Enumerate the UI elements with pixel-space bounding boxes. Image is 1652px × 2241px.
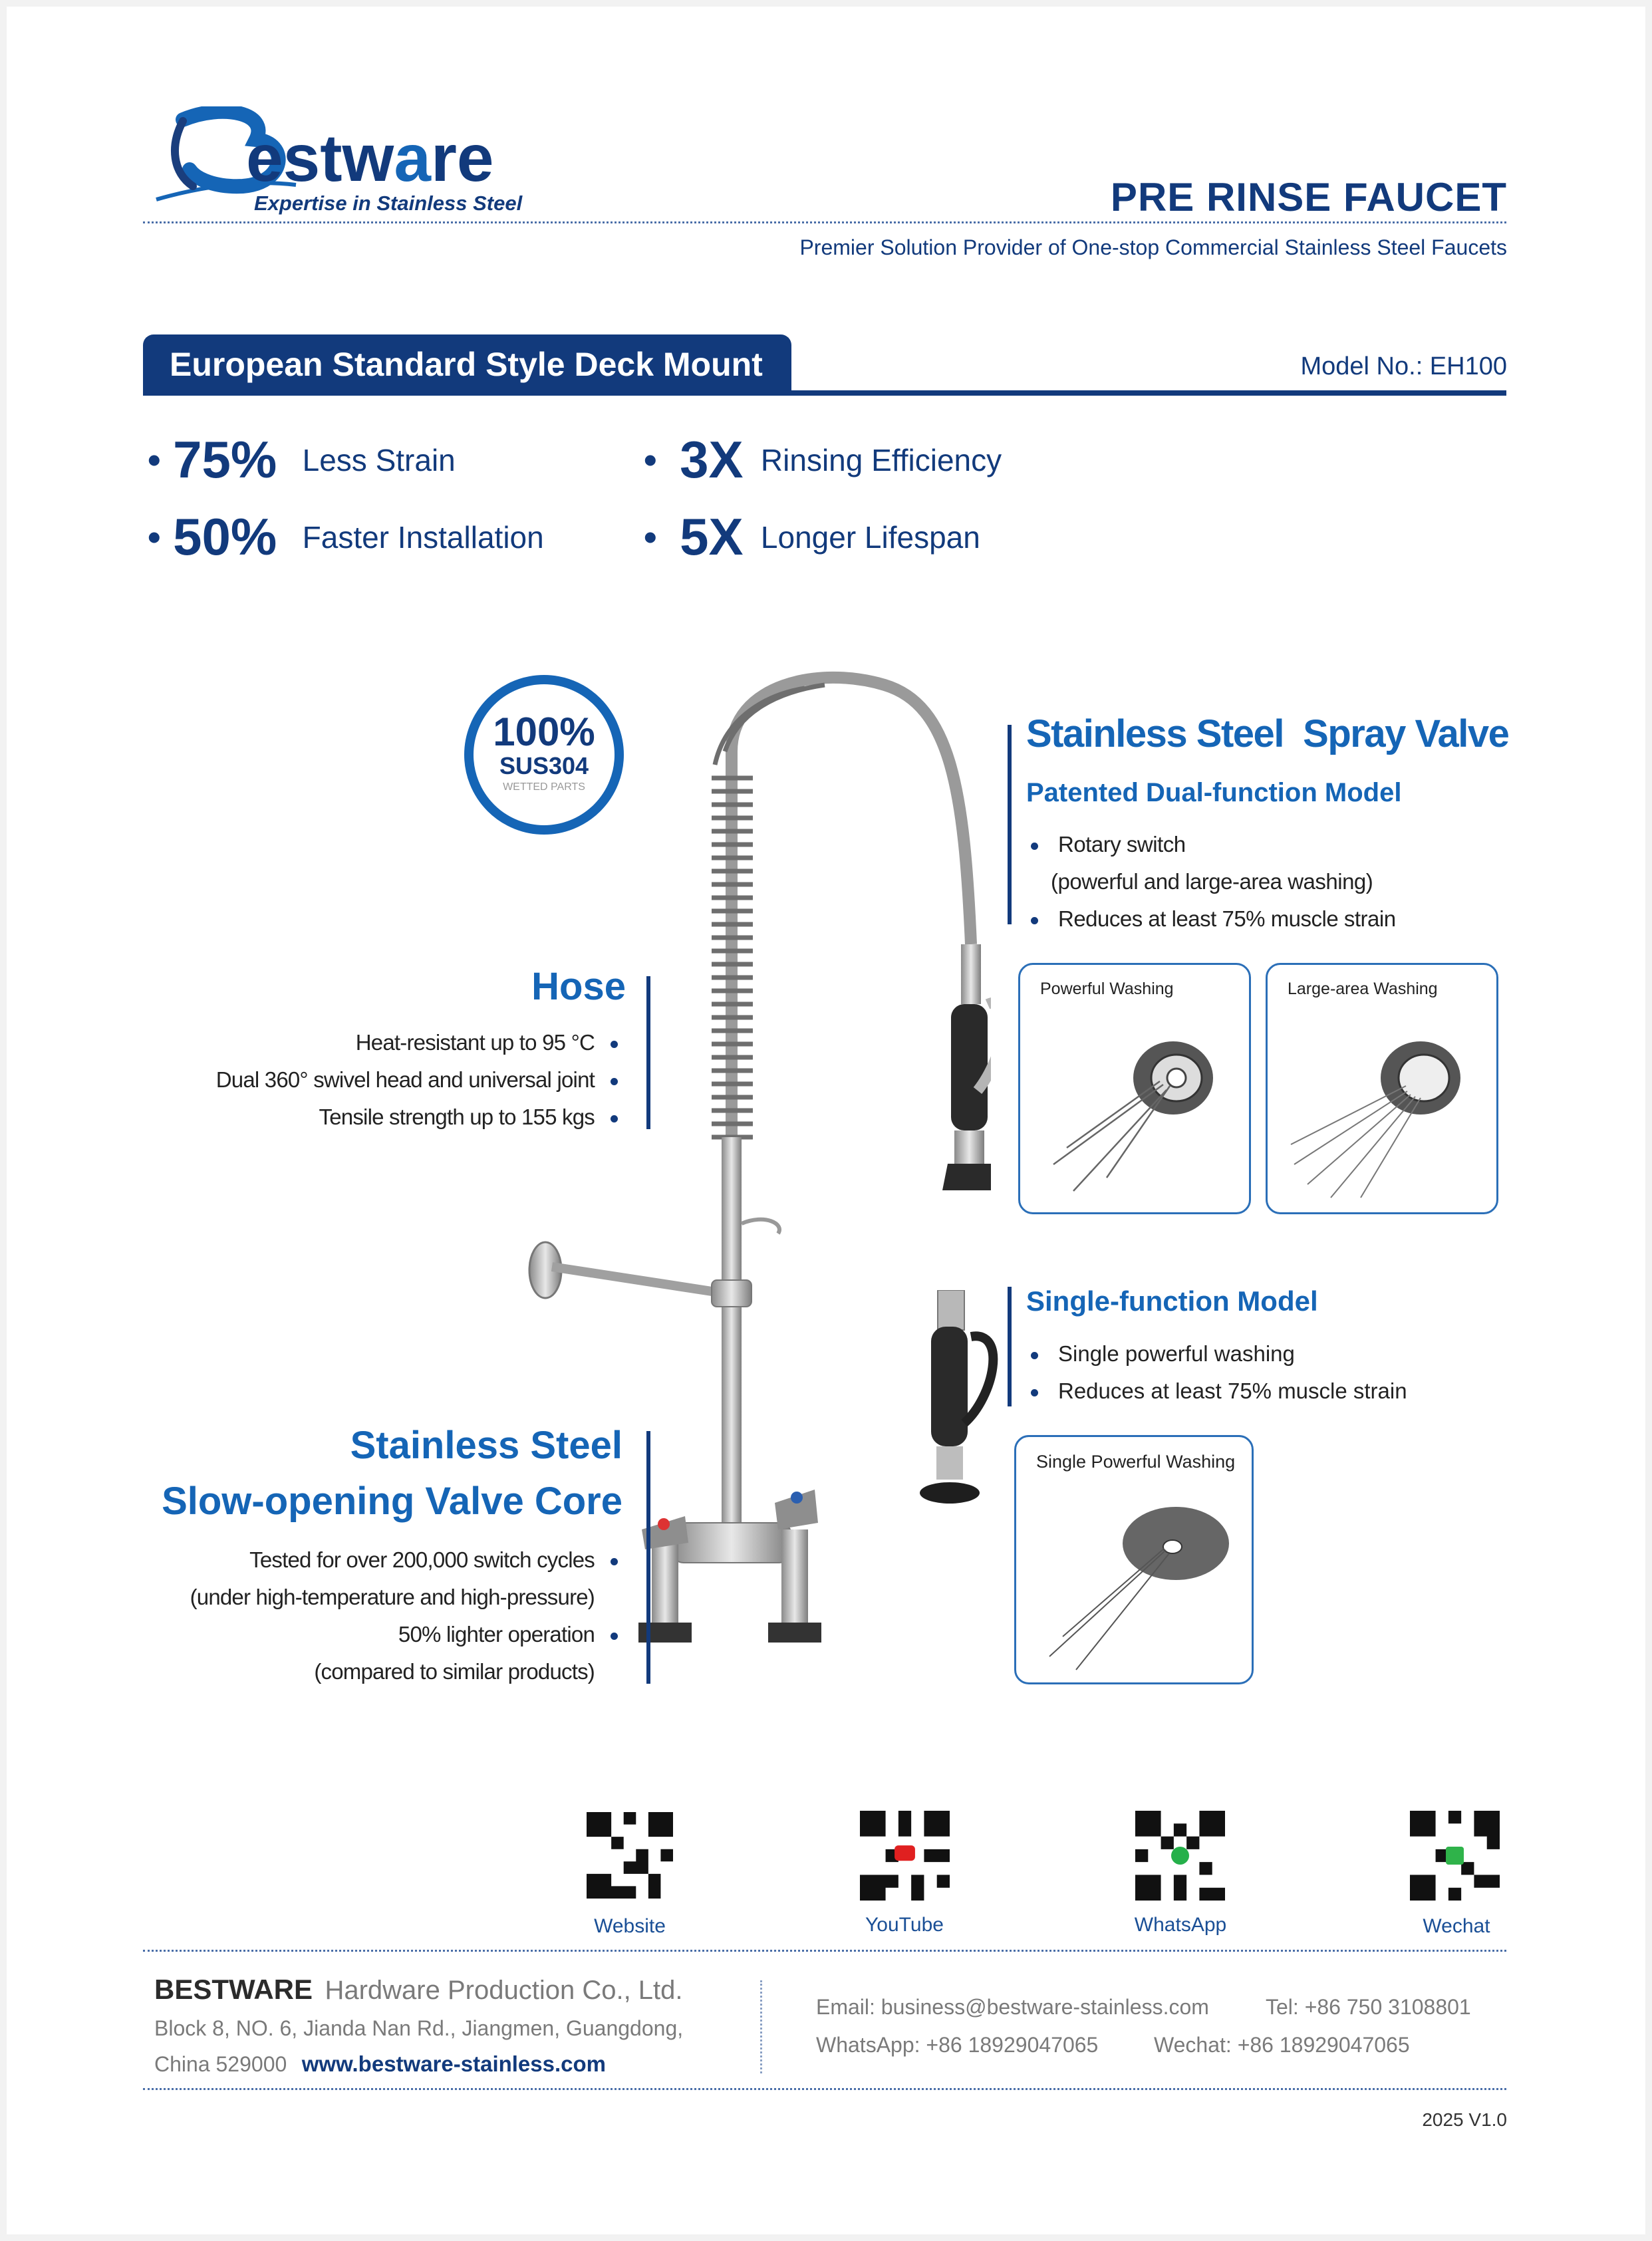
qr-label-wechat: Wechat xyxy=(1423,1915,1490,1937)
footer-whatsapp: WhatsApp: +86 18929047065 xyxy=(816,2033,1099,2057)
address-line-2: China 529000 www.bestware-stainless.com xyxy=(154,2051,607,2076)
stat-label: Less Strain xyxy=(302,442,456,477)
card-label: Single Powerful Washing xyxy=(1036,1452,1236,1472)
list-item: Tensile strength up to 155 kgs xyxy=(216,1099,618,1136)
spray-valve-subtitle: Patented Dual-function Model xyxy=(1026,778,1402,807)
list-item: 50% lighter operation xyxy=(190,1616,618,1653)
stat-label: Rinsing Efficiency xyxy=(760,442,1002,477)
stat-label: Faster Installation xyxy=(302,519,544,555)
header-subtitle: Premier Solution Provider of One-stop Commercial Stainless Steel Faucets xyxy=(799,235,1507,259)
stat-label: Longer Lifespan xyxy=(760,519,980,555)
qr-label-whatsapp: WhatsApp xyxy=(1134,1914,1227,1936)
footer-divider-bottom xyxy=(143,2088,1506,2090)
stat-item: • 50% Faster Installation xyxy=(148,507,544,566)
header-divider xyxy=(143,221,1506,223)
large-area-spray-icon xyxy=(1274,1011,1494,1211)
valve-core-bar xyxy=(646,1431,650,1684)
footer-email[interactable]: Email: business@bestware-stainless.com xyxy=(816,1995,1209,2019)
badge-material: SUS304 xyxy=(499,752,589,779)
card-label: Powerful Washing xyxy=(1040,980,1174,998)
hose-title: Hose xyxy=(531,965,626,1008)
section-title: European Standard Style Deck Mount xyxy=(170,346,763,383)
footer-column-divider xyxy=(760,1980,762,2073)
list-item-note: (under high-temperature and high-pressure) xyxy=(190,1585,595,1609)
hose-features xyxy=(216,1024,618,1136)
stat-value: 50% xyxy=(173,507,277,566)
section-underline xyxy=(143,390,1506,396)
badge-percent: 100% xyxy=(493,710,595,754)
list-item: Reduces at least 75% muscle strain xyxy=(1031,900,1396,938)
spray-valve-features xyxy=(1031,826,1396,938)
stat-value: 3X xyxy=(680,430,744,489)
list-item-note: (compared to similar products) xyxy=(314,1659,595,1684)
model-number: Model No.: EH100 xyxy=(1300,352,1507,380)
footer-divider-top xyxy=(143,1950,1506,1952)
powerful-spray-icon xyxy=(1027,1011,1246,1211)
wechat-qr-icon xyxy=(1410,1811,1500,1901)
stat-value: 75% xyxy=(173,430,277,489)
company-name: BESTWARE Hardware Production Co., Ltd. xyxy=(154,1974,683,2005)
version-label: 2025 V1.0 xyxy=(1422,2109,1507,2130)
single-spray-valve-image xyxy=(911,1290,1011,1516)
single-model-title: Single-function Model xyxy=(1026,1285,1318,1317)
powerful-washing-card xyxy=(1018,963,1251,1214)
stat-item: • 5X Longer Lifespan xyxy=(644,507,980,566)
footer-wechat: Wechat: +86 18929047065 xyxy=(1154,2033,1410,2057)
list-item: Reduces at least 75% muscle strain xyxy=(1031,1373,1407,1410)
spray-valve-title: Stainless Steel Spray Valve xyxy=(1026,712,1509,755)
hose-bar xyxy=(646,976,650,1129)
footer-tel: Tel: +86 750 3108801 xyxy=(1266,1995,1471,2019)
stat-item: • 3X Rinsing Efficiency xyxy=(644,430,1002,489)
badge-note: WETTED PARTS xyxy=(503,781,585,793)
doc-title: PRE RINSE FAUCET xyxy=(1110,175,1507,219)
website-qr-icon xyxy=(587,1812,673,1899)
single-powerful-washing-card xyxy=(1014,1435,1254,1684)
address-line-1: Block 8, NO. 6, Jianda Nan Rd., Jiangmen, Guangdong, xyxy=(154,2016,684,2040)
list-item: Single powerful washing xyxy=(1031,1335,1407,1373)
faucet-illustration xyxy=(512,658,991,1682)
list-item: Dual 360° swivel head and universal joint xyxy=(216,1061,618,1099)
stat-value: 5X xyxy=(680,507,744,566)
card-label: Large-area Washing xyxy=(1288,980,1438,998)
valve-core-title-1: Stainless Steel xyxy=(350,1424,622,1467)
list-item: Tested for over 200,000 switch cycles xyxy=(190,1541,618,1579)
large-area-washing-card xyxy=(1266,963,1498,1214)
website-link[interactable]: www.bestware-stainless.com xyxy=(301,2051,607,2076)
qr-label-youtube: YouTube xyxy=(865,1914,944,1936)
stat-item: • 75% Less Strain xyxy=(148,430,456,489)
spray-valve-bar xyxy=(1008,725,1012,924)
whatsapp-qr-icon xyxy=(1135,1811,1225,1901)
valve-core-features xyxy=(190,1541,618,1690)
qr-label-website: Website xyxy=(594,1915,666,1937)
list-item-note: (powerful and large-area washing) xyxy=(1051,869,1373,894)
valve-core-title-2: Slow-opening Valve Core xyxy=(162,1480,622,1523)
youtube-qr-icon xyxy=(860,1811,950,1901)
brand-tagline: Expertise in Stainless Steel xyxy=(254,192,523,215)
list-item: Heat-resistant up to 95 °C xyxy=(216,1024,618,1061)
list-item: Rotary switch xyxy=(1031,826,1396,863)
section-title-tab xyxy=(143,334,791,393)
single-model-bar xyxy=(1008,1287,1012,1406)
single-model-features xyxy=(1031,1335,1407,1410)
single-spray-icon xyxy=(1023,1484,1249,1683)
page xyxy=(7,7,1645,2234)
brand-wordmark: estware xyxy=(246,121,494,196)
